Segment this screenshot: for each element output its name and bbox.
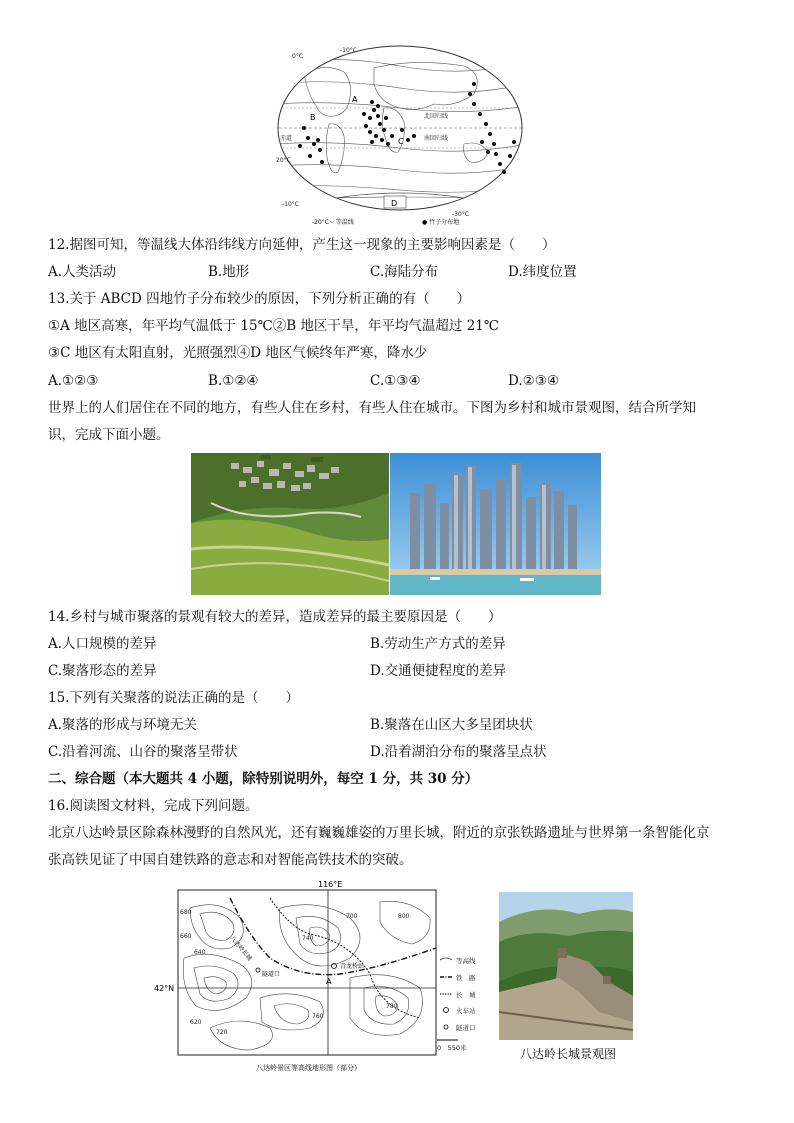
map1-label: -30°C	[452, 211, 469, 218]
q12-option-d[interactable]: D.纬度位置	[508, 264, 577, 280]
tunnel-legend-icon	[444, 1025, 448, 1029]
legend-contour: 等高线	[456, 957, 476, 965]
contour-label: 660	[180, 933, 192, 940]
q14-option-c[interactable]: C.聚落形态的差异	[48, 663, 157, 679]
map1-label: 赤道	[280, 135, 293, 142]
map1-point-a: A	[352, 95, 358, 104]
q14-option-b[interactable]: B.劳动生产方式的差异	[370, 636, 506, 652]
q15-option-b[interactable]: B.聚落在山区大多呈团块状	[370, 717, 533, 733]
q13-option-c[interactable]: C.①③④	[370, 373, 421, 389]
tunnel-label: 隧道口	[262, 971, 281, 978]
point-a-label: A	[326, 977, 332, 986]
q13-statement-2: ③C 地区有太阳直射，光照强烈④D 地区气候终年严寒，降水少	[48, 345, 428, 361]
station-label: 青龙桥站	[340, 963, 365, 970]
q16-material-line2: 张高铁见证了中国自建铁路的意志和对智能高铁技术的突破。	[48, 852, 413, 868]
q14-option-d[interactable]: D.交通便捷程度的差异	[370, 663, 507, 679]
q12-option-a[interactable]: A.人类活动	[48, 264, 117, 280]
q15-option-d[interactable]: D.沿着湖泊分布的聚落呈点状	[370, 744, 547, 760]
map1-legend-isotherm: -20°C~ 等温线	[312, 219, 354, 226]
legend-wall: 长 城	[456, 991, 476, 999]
q15-stem: 15.下列有关聚落的说法正确的是（ ）	[48, 690, 299, 706]
section-2-heading: 二、综合题（本大题共 4 小题，除特别说明外，每空 1 分，共 30 分）	[48, 771, 479, 787]
map1-label: 北回归线	[424, 113, 449, 120]
scale-label: 0 550米	[437, 1044, 467, 1052]
q12-option-c[interactable]: C.海陆分布	[370, 264, 439, 280]
contour-label: 620	[190, 1019, 202, 1026]
village-photo	[191, 453, 389, 595]
q14-option-a[interactable]: A.人口规模的差异	[48, 636, 157, 652]
contour-label: 800	[398, 913, 410, 920]
contour-label: 680	[180, 909, 192, 916]
map1-label: -10°C	[282, 201, 299, 208]
contour-legend-icon	[440, 958, 452, 960]
map1-point-d: D	[391, 199, 398, 208]
q12-option-b[interactable]: B.地形	[208, 264, 250, 280]
lat-label: 42°N	[154, 984, 175, 993]
q15-option-c[interactable]: C.沿着河流、山谷的聚落呈带状	[48, 744, 238, 760]
q13-option-d[interactable]: D.②③④	[508, 373, 559, 389]
lon-label: 116°E	[318, 880, 343, 889]
q13-option-a[interactable]: A.①②③	[48, 373, 99, 389]
map1-label: 南回归线	[424, 135, 449, 142]
contour-label: 780	[386, 1003, 398, 1010]
q13-option-b[interactable]: B.①②④	[208, 373, 259, 389]
q13-stem: 13.关于 ABCD 四地竹子分布较少的原因，下列分析正确的有（ ）	[48, 291, 471, 307]
q16-material-line1: 北京八达岭景区除森林漫野的自然风光，还有巍巍雄姿的万里长城，附近的京张铁路遗址与世界第一条智能化京	[48, 825, 710, 841]
legend-station: 火车站	[456, 1007, 476, 1015]
city-photo	[390, 453, 601, 595]
q12-stem: 12.据图可知，等温线大体沿纬线方向延伸，产生这一现象的主要影响因素是（ ）	[48, 237, 556, 253]
contour-label: 720	[216, 1029, 228, 1036]
q14-stem: 14.乡村与城市聚落的景观有较大的差异，造成差异的最主要原因是（ ）	[48, 609, 502, 625]
q13-statement-1: ①A 地区高寒，年平均气温低于 15℃②B 地区干旱，年平均气温超过 21℃	[48, 318, 499, 334]
map1-label: -10°C	[340, 47, 357, 54]
map2-caption: 八达岭景区等高线地形图（部分）	[256, 1064, 361, 1072]
wall-label: 八达岭长城	[228, 934, 254, 963]
great-wall-photo	[499, 892, 633, 1040]
map1-label: 20°C	[276, 157, 291, 164]
legend-tunnel: 隧道口	[456, 1024, 476, 1032]
legend-railway: 铁 路	[456, 974, 476, 982]
photo-caption: 八达岭长城景观图	[520, 1047, 617, 1061]
map1-point-b: B	[310, 113, 316, 122]
contour-label: 640	[194, 949, 206, 956]
contour-label: 740	[302, 935, 314, 942]
station-legend-icon	[444, 1008, 449, 1013]
contour-label: 760	[312, 1013, 324, 1020]
contour-label: 700	[346, 913, 358, 920]
intro2-line1: 世界上的人们居住在不同的地方，有些人住在乡村，有些人住在城市。下图为乡村和城市景观图，结合所学知	[48, 400, 696, 416]
intro2-line2: 识，完成下面小题。	[48, 427, 170, 443]
q15-option-a[interactable]: A.聚落的形成与环境无关	[48, 717, 198, 733]
map1-point-c: C	[398, 137, 404, 146]
badaling-contour-map	[150, 878, 485, 1074]
map1-legend-bamboo: ● 竹子分布地	[422, 219, 460, 226]
map1-label: 0°C	[292, 53, 304, 60]
q16-stem: 16.阅读图文材料，完成下列问题。	[48, 798, 259, 814]
world-isotherm-map	[274, 44, 526, 230]
